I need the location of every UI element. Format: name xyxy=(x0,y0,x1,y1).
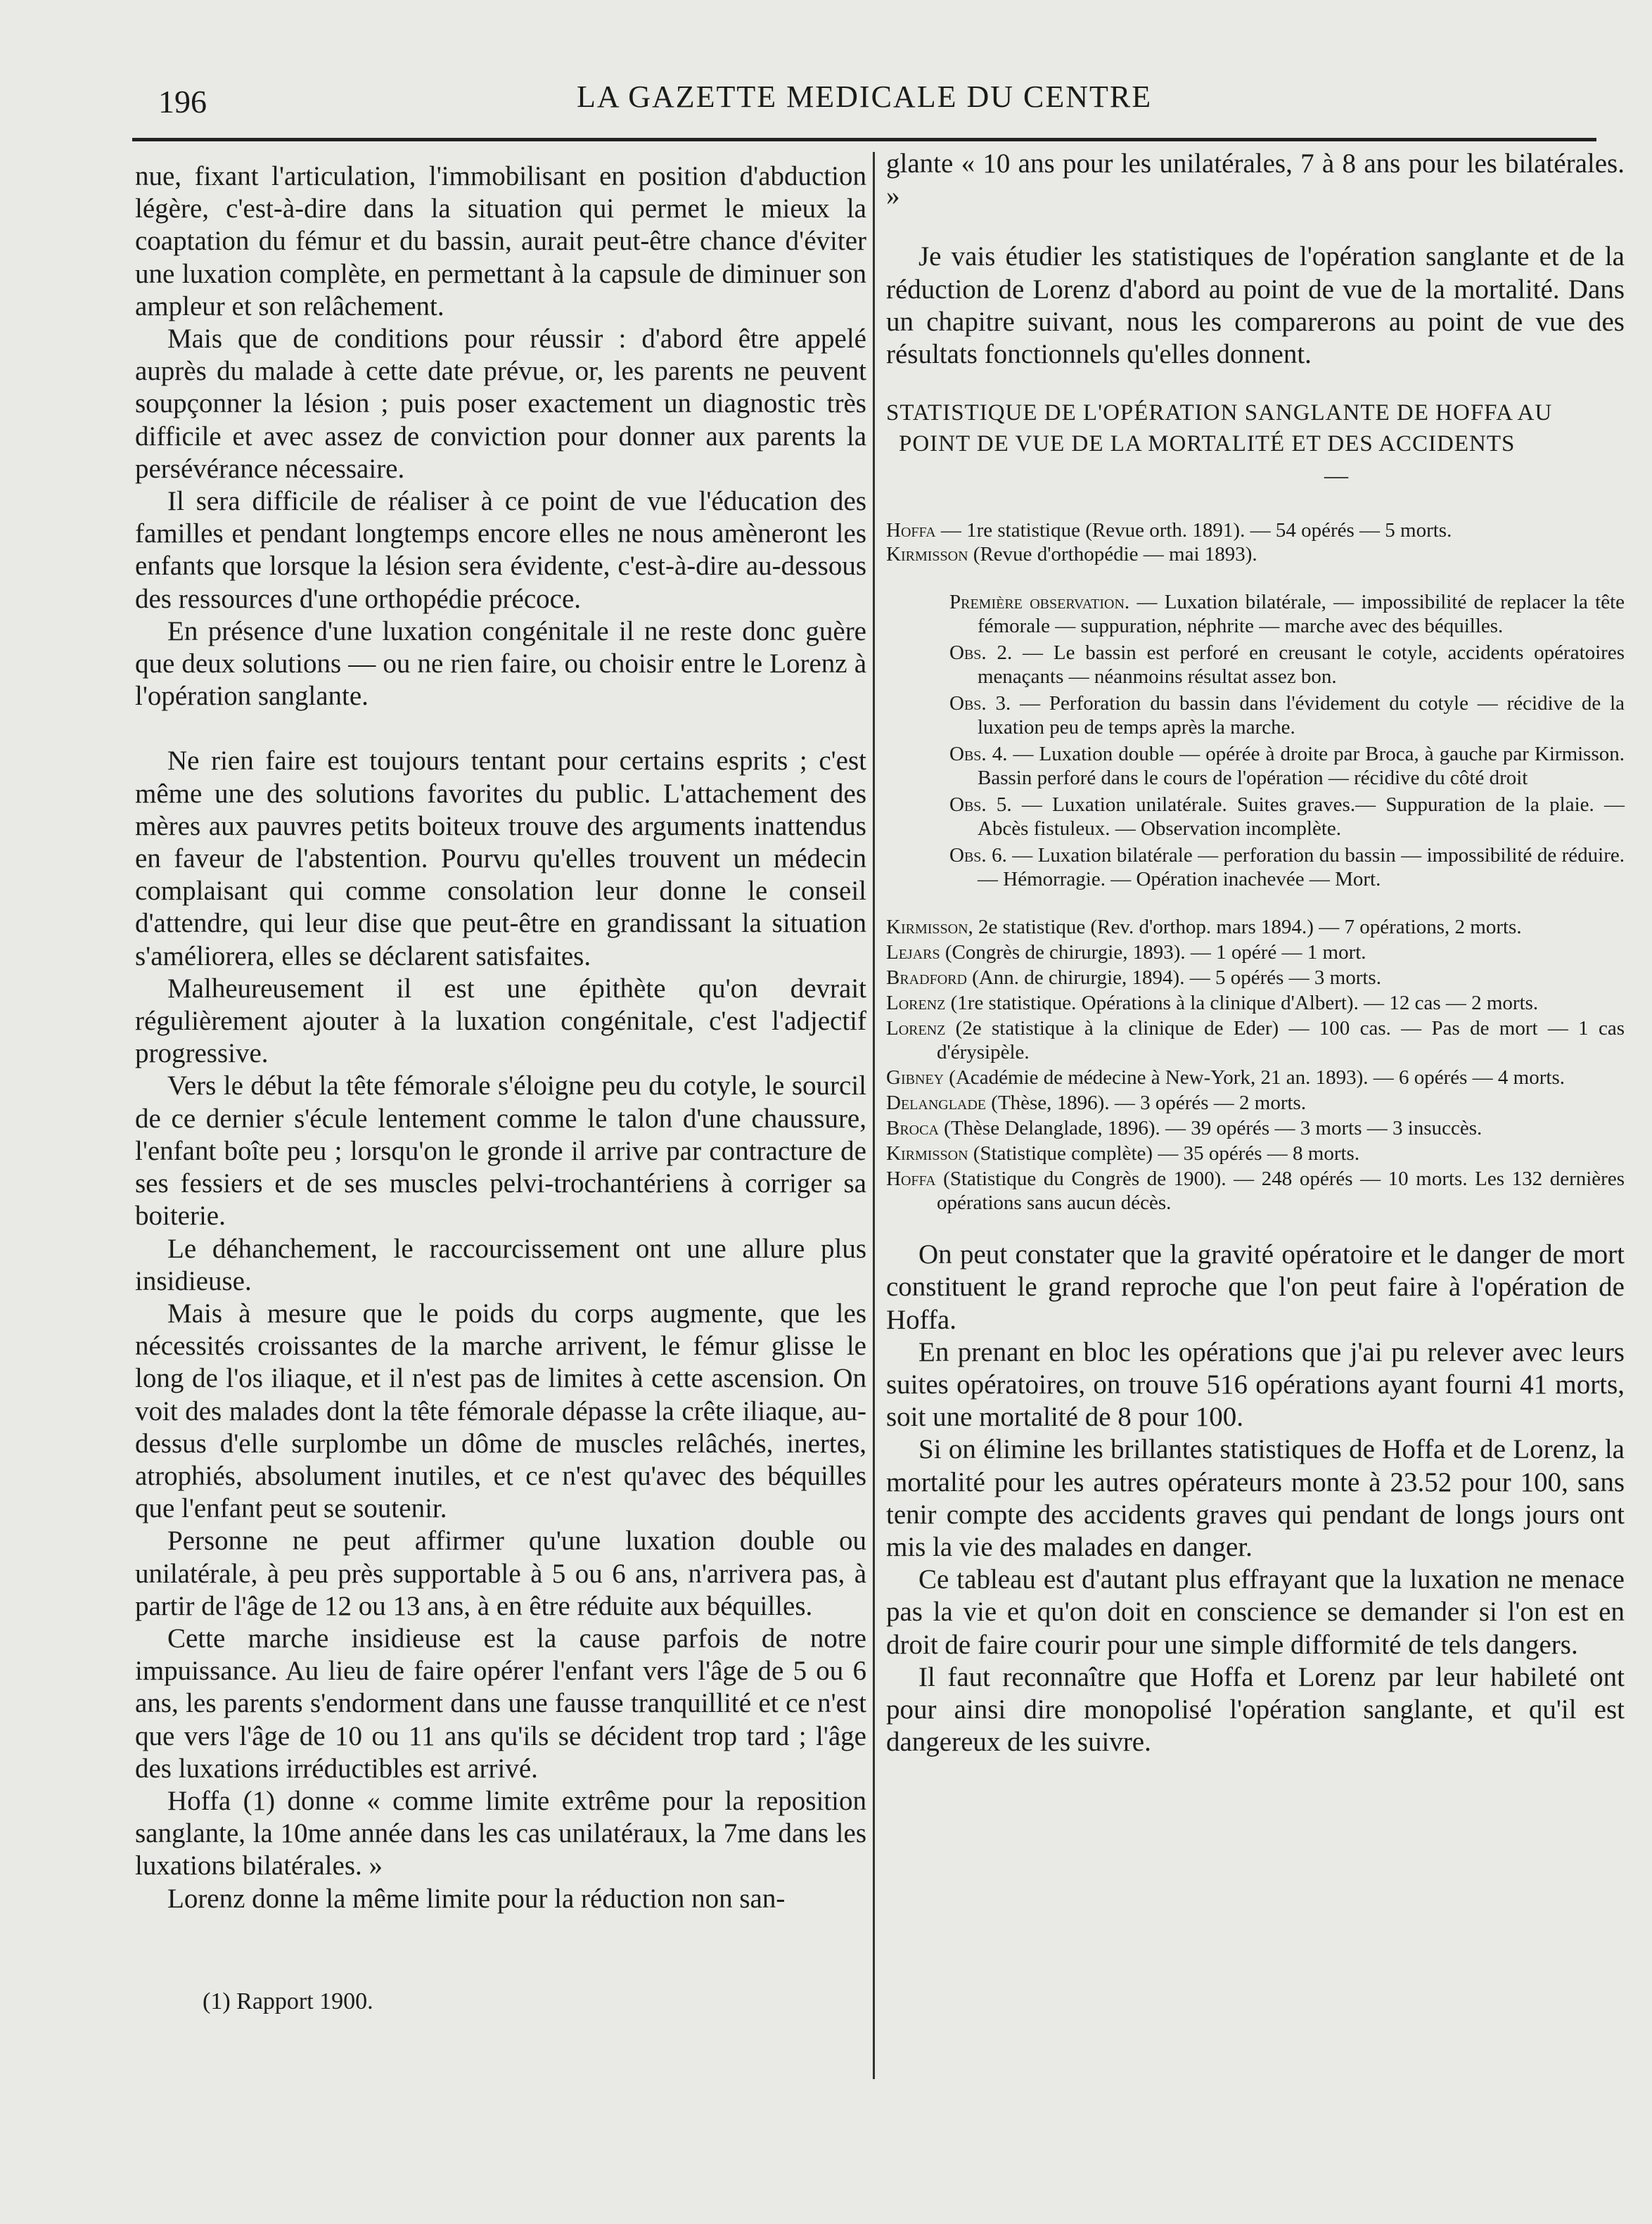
paragraph: Personne ne peut affirmer qu'une luxation double ou unilatérale, à peu près supportable à 5 ou 6 ans, n'arrivera pas, à partir de l'âge de 12 ou 13 ans, à en être réduite aux béquilles. xyxy=(135,1526,866,1621)
statistic-entry: Hoffa (Statistique du Congrès de 1900). — 248 opérés — 10 morts. Les 132 dernières opérations sans aucun décès. xyxy=(886,1168,1625,1215)
author-name: Broca xyxy=(886,1117,939,1140)
observation-entry: Obs. 3. — Perforation du bassin dans l'évidement du cotyle — récidive de la luxation peu de temps après la marche. xyxy=(949,692,1625,739)
statistic-entry: Lorenz (1re statistique. Opérations à la clinique d'Albert). — 12 cas — 2 morts. xyxy=(886,992,1539,1015)
observation-label: Obs. 6. xyxy=(949,844,1007,867)
right-column xyxy=(886,148,1625,1758)
observation-entry: Obs. 6. — Luxation bilatérale — perforation du bassin — impossibilité de réduire. — Hémorragie. — Opération inachevée — Mort. xyxy=(949,844,1625,891)
paragraph: Ce tableau est d'autant plus effrayant que la luxation ne menace pas la vie et qu'on doit en conscience se demander si l'on est en droit de faire courir pour une simple difformité de tels dangers. xyxy=(886,1564,1625,1660)
paragraph: Vers le début la tête fémorale s'éloigne peu du cotyle, le sourcil de ce dernier s'écule lentement comme le talon d'une chaussure, l'enfant boîte peu ; lorsqu'on le gronde il arrive par contracture de ses fessiers et de ses muscles pelvi-trochantériens à corriger sa boiterie. xyxy=(135,1071,866,1232)
statistic-entry: Bradford (Ann. de chirurgie, 1894). — 5 opérés — 3 morts. xyxy=(886,966,1381,990)
author-name: Bradford xyxy=(886,966,967,990)
paragraph: Je vais étudier les statistiques de l'opération sanglante et de la réduction de Lorenz d'abord au point de vue de la mortalité. Dans un chapitre suivant, nous les comparerons au point de vue des résultats fonctionnels qu'elles donnent. xyxy=(886,241,1625,370)
author-name: Hoffa xyxy=(886,519,936,542)
spacer xyxy=(886,212,1625,241)
observation-entry: Première observation. — Luxation bilatérale, — impossibilité de replacer la tête fémorale — suppuration, néphrite — marche avec des béquilles. xyxy=(949,591,1625,638)
paragraph: En présence d'une luxation congénitale il ne reste donc guère que deux solutions — ou ne rien faire, ou choisir entre le Lorenz à l'opération sanglante. xyxy=(135,615,866,712)
section-title: STATISTIQUE DE L'OPÉRATION SANGLANTE DE HOFFA AU POINT DE VUE DE LA MORTALITÉ ET DES ACCIDENTS xyxy=(886,400,1553,457)
paragraph: Ne rien faire est toujours tentant pour certains esprits ; c'est même une des solutions favorites du public. L'attachement des mères aux pauvres petits boiteux trouve des arguments inattendus en faveur de l'abstention. Pourvu qu'elles trouvent un médecin complaisant qui comme consolation leur donne le conseil d'attendre, qui leur dise que peut-être en grandissant la situation s'améliorera, elles se déclarent satisfaites. xyxy=(135,746,866,971)
paragraph: Malheureusement il est une épithète qu'on devrait régulièrement ajouter à la luxation congénitale, c'est l'adjectif progressive. xyxy=(135,973,866,1069)
paragraph: glante « 10 ans pour les unilatérales, 7 à 8 ans pour les bilatérales. » xyxy=(886,148,1625,212)
statistic-entry: Kirmisson (Statistique complète) — 35 opérés — 8 morts. xyxy=(886,1142,1360,1165)
statistics-list-a xyxy=(886,518,1625,566)
author-name: Kirmisson xyxy=(886,543,968,566)
author-name: Kirmisson xyxy=(886,916,968,939)
statistic-entry: Broca (Thèse Delanglade, 1896). — 39 opérés — 3 morts — 3 insuccès. xyxy=(886,1117,1483,1140)
paragraph: Il sera difficile de réaliser à ce point de vue l'éducation des familles et pendant longtemps encore elles ne nous amèneront les enfants que lorsque la lésion sera évidente, c'est-à-dire au-dessous des ressources d'une orthopédie précoce. xyxy=(135,486,866,614)
observation-entry: Obs. 5. — Luxation unilatérale. Suites graves.— Suppuration de la plaie. — Abcès fistuleux. — Observation incomplète. xyxy=(949,793,1625,841)
author-name: Delanglade xyxy=(886,1092,987,1115)
observation-label: Première observation. xyxy=(949,591,1130,614)
statistics-list-b xyxy=(886,915,1625,1215)
observation-entry: Obs. 2. — Le bassin est perforé en creusant le cotyle, accidents opératoires menaçants — néanmoins résultat assez bon. xyxy=(949,641,1625,689)
statistic-entry: Kirmisson, 2e statistique (Rev. d'orthop. mars 1894.) — 7 opérations, 2 morts. xyxy=(886,916,1522,939)
paragraph: nue, fixant l'articulation, l'immobilisant en position d'abduction légère, c'est-à-dire dans la situation qui permet le mieux la coaptation du fémur et du bassin, aurait peut-être chance d'éviter une luxation complète, en permettant à la capsule de diminuer son ampleur et son relâchement. xyxy=(135,161,866,321)
paragraph: Si on élimine les brillantes statistiques de Hoffa et de Lorenz, la mortalité pour les autres opérateurs monte à 23.52 pour 100, sans tenir compte des accidents graves qui pendant de longs jours ont mis la vie des malades en danger. xyxy=(886,1434,1625,1563)
left-column xyxy=(135,160,866,2018)
author-name: Kirmisson xyxy=(886,1142,968,1165)
paragraph: On peut constater que la gravité opératoire et le danger de mort constituent le grand reproche que l'on peut faire à l'opération de Hoffa. xyxy=(886,1239,1625,1335)
statistic-entry: Kirmisson (Revue d'orthopédie — mai 1893). xyxy=(886,543,1257,566)
author-name: Lejars xyxy=(886,941,940,964)
header-rule xyxy=(132,138,1596,141)
spacer xyxy=(135,712,866,745)
observations-list xyxy=(886,590,1625,891)
author-name: Gibney xyxy=(886,1066,945,1089)
paragraph: Mais à mesure que le poids du corps augmente, que les nécessités croissantes de la marche arrivent, le fémur glisse le long de l'os iliaque, et il n'est pas de limites à cette ascension. On voit des malades dont la tête fémorale dépasse la crête iliaque, au-dessus d'elle surplombe un dôme de muscles relâchés, inertes, atrophiés, absolument inutiles, et ce n'est qu'avec des béquilles que l'enfant peut se soutenir. xyxy=(135,1298,866,1524)
observation-label: Obs. 2. xyxy=(949,641,1013,665)
paragraph: Il faut reconnaître que Hoffa et Lorenz par leur habileté ont pour ainsi dire monopolisé l'opération sanglante, et qu'il est dangereux de les suivre. xyxy=(886,1661,1625,1758)
paragraph: Cette marche insidieuse est la cause parfois de notre impuissance. Au lieu de faire opérer l'enfant vers l'âge de 5 ou 6 ans, les parents s'endorment dans une fausse tranquillité et ce n'est que vers l'âge de 10 ou 11 ans qu'ils se décident trop tard ; l'âge des luxations irréductibles est arrivé. xyxy=(135,1623,866,1784)
column-divider xyxy=(873,152,875,2079)
observation-entry: Obs. 4. — Luxation double — opérée à droite par Broca, à gauche par Kirmisson. Bassin perforé dans le cours de l'opération — récidive du côté droit xyxy=(949,743,1625,790)
journal-title: LA GAZETTE MEDICALE DU CENTRE xyxy=(577,79,1153,114)
statistic-entry: Gibney (Académie de médecine à New-York, 21 an. 1893). — 6 opérés — 4 morts. xyxy=(886,1066,1565,1089)
statistic-entry: Hoffa — 1re statistique (Revue orth. 1891). — 54 opérés — 5 morts. xyxy=(886,519,1452,542)
paragraph: Mais que de conditions pour réussir : d'abord être appelé auprès du malade à cette date prévue, or, les parents ne peuvent soupçonner la lésion ; puis poser exactement un diagnostic très difficile et avec assez de conviction pour donner aux parents la persévérance nécessaire. xyxy=(135,324,866,484)
statistic-entry: Lorenz (2e statistique à la clinique de Eder) — 100 cas. — Pas de mort — 1 cas d'érysipèle. xyxy=(886,1017,1625,1064)
observation-label: Obs. 3. xyxy=(949,692,1011,715)
author-name: Lorenz xyxy=(886,1017,946,1040)
observation-label: Obs. 5. xyxy=(949,793,1012,817)
section-dash: — xyxy=(1324,463,1348,490)
paragraph: Hoffa (1) donne « comme limite extrême pour la reposition sanglante, la 10me année dans les cas unilatéraux, la 7me dans les luxations bilatérales. » xyxy=(135,1785,866,1881)
paragraph: Le déhanchement, le raccourcissement ont une allure plus insidieuse. xyxy=(135,1233,866,1296)
paragraph: En prenant en bloc les opérations que j'ai pu relever avec leurs suites opératoires, on trouve 516 opérations ayant fourni 41 morts, soit une mortalité de 8 pour 100. xyxy=(886,1336,1625,1433)
observation-label: Obs. 4. xyxy=(949,743,1008,766)
statistic-entry: Lejars (Congrès de chirurgie, 1893). — 1 opéré — 1 mort. xyxy=(886,941,1366,964)
author-name: Hoffa xyxy=(886,1168,936,1191)
author-name: Lorenz xyxy=(886,992,946,1015)
footnote: (1) Rapport 1900. xyxy=(203,1988,373,2014)
statistic-entry: Delanglade (Thèse, 1896). — 3 opérés — 2 morts. xyxy=(886,1092,1307,1115)
page-number: 196 xyxy=(158,84,207,120)
paragraph: Lorenz donne la même limite pour la réduction non san- xyxy=(167,1883,786,1914)
